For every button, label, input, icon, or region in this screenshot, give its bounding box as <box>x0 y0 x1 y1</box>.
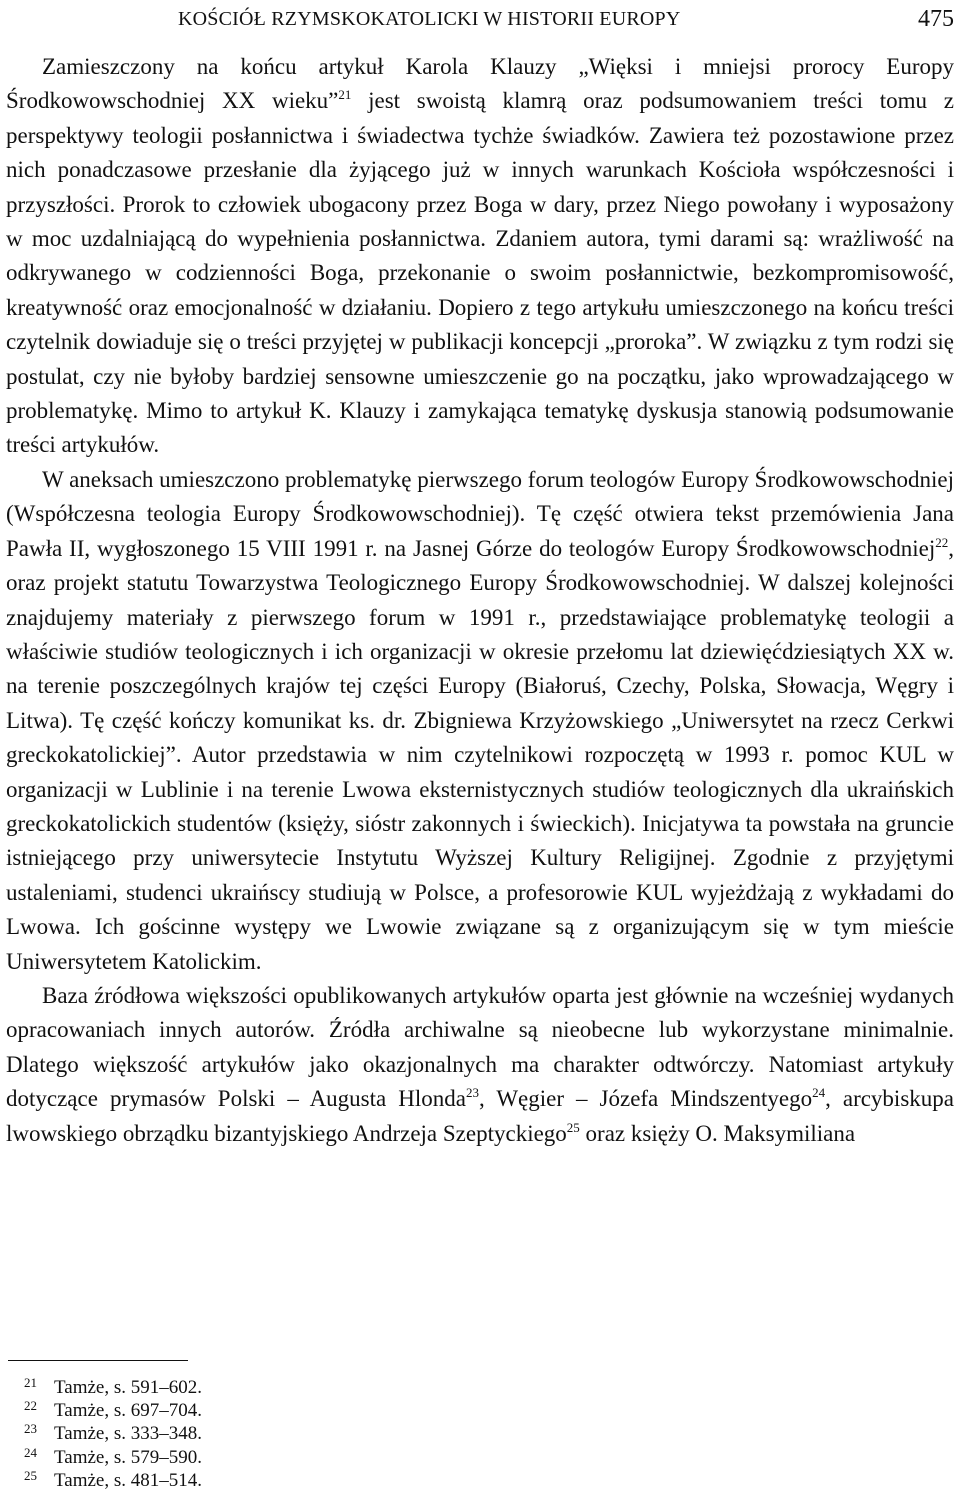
paragraph-text: oraz księży O. Maksymiliana <box>579 1120 856 1146</box>
paragraph-text: W aneksach umieszczono problematykę pierwszego forum teologów Europy Środkowowschodniej (Współczesna teologia Europy Środkowowschodniej). Tę część otwiera tekst przemówienia Jana Pawła II, wygłoszonego 15 VIII 1991 r. na Jasnej Górze do teologów Europy Środkowowschodniej <box>6 466 954 561</box>
footnotes <box>6 1376 954 1492</box>
footnote-text: Tamże, s. 697–704. <box>54 1400 203 1422</box>
footnote-23 <box>6 1422 954 1445</box>
paragraph-2 <box>6 463 954 979</box>
footnote-number: 21 <box>24 1375 37 1390</box>
paragraph-text: , oraz projekt statutu Towarzystwa Teologicznego Europy Środkowowschodniej. W dalszej kolejności znajdujemy materiały z pierwszego forum w 1991 r., przedstawiające problematykę teologii a właściwie studiów teologicznych i ich organizacji w okresie przełomu lat dziewięćdziesiątych XX w. na terenie poszczególnych krajów tej części Europy (Białoruś, Czechy, Polska, Słowacja, Węgry i Litwa). Tę część kończy komunikat ks. dr. Zbigniewa Krzyżowskiego „Uniwersytet na rzecz Cerkwi greckokatolickiej”. Autor przedstawia w nim czytelnikowi rozpoczętą w 1993 r. pomoc KUL w organizacji w Lublinie i na terenie Lwowa eksternistycznych studiów teologicznych dla ukraińskich greckokatolickich studentów (księży, sióstr zakonnych i świeckich). Inicjatywa ta powstała na gruncie istniejącego przy uniwersytecie Instytutu Wyższej Kultury Religijnej. Zgodnie z przyjętymi ustaleniami, studenci ukraińscy studiują w Polsce, a profesorowie KUL wyjeżdżają z wykładami do Lwowa. Ich gościnne występy we Lwowie związane są z organizującym się w tym mieście Uniwersytetem Katolickim. <box>6 535 954 974</box>
footnote-21 <box>6 1376 954 1399</box>
paragraph-text: , Węgier – Józefa Mindszentyego <box>478 1086 813 1112</box>
page-number: 475 <box>918 6 954 32</box>
footnote-text: Tamże, s. 333–348. <box>54 1423 203 1445</box>
running-header <box>6 2 954 36</box>
footnote-text: Tamże, s. 481–514. <box>54 1469 203 1491</box>
footnote-separator <box>8 1360 188 1361</box>
footnote-number: 25 <box>24 1467 37 1483</box>
footnote-number: 24 <box>24 1444 37 1460</box>
footnote-text: Tamże, s. 591–602. <box>54 1377 203 1398</box>
footnote-22 <box>6 1399 954 1422</box>
footnote-ref-21[interactable]: 21 <box>338 87 352 103</box>
running-title: KOŚCIÓŁ RZYMSKOKATOLICKI W HISTORII EUROPY <box>178 8 681 30</box>
footnote-25 <box>6 1469 954 1492</box>
paragraph-text: Zamieszczony na końcu artykuł Karola Klauzy „Więksi i mniejsi prorocy Europy Środkowowschodniej XX wieku” <box>6 54 954 114</box>
footnote-ref-22[interactable]: 22 <box>935 534 949 550</box>
paragraph-text: Baza źródłowa większości opublikowanych artykułów oparta jest głównie na wcześniej wydanych opracowaniach innych autorów. Źródła archiwalne są nieobecne lub wykorzystane minimalnie. Dlatego większość artykułów jako okazjonalnych ma charakter odtwórczy. Natomiast artykuły dotyczące prymasów Polski – Augusta Hlonda <box>6 982 954 1112</box>
body-text <box>6 50 954 1151</box>
footnote-ref-24[interactable]: 24 <box>812 1085 826 1101</box>
footnote-number: 23 <box>24 1421 37 1437</box>
footnote-number: 22 <box>24 1398 37 1414</box>
paragraph-3 <box>6 979 954 1151</box>
paragraph-text: jest swoistą klamrą oraz podsumowaniem treści tomu z perspektywy teologii posłannictwa i świadectwa tychże świadków. Zawiera też pozostawione przez nich ponadczasowe przesłanie dla żyjącego już w innych warunkach Kościoła współczesności i przyszłości. Prorok to człowiek ubogacony przez Boga w dary, przez Niego powołany i wyposażony w moc uzdalniającą do wypełnienia posłannictwa. Zdaniem autora, tymi darami są: wrażliwość na odkrywanego w codzienności Boga, przekonanie o swoim posłannictwie, bezkompromisowość, kreatywność oraz emocjonalność w działaniu. Dopiero z tego artykułu umieszczonego na końcu treści czytelnik dowiaduje się o treści przyjętej w publikacji koncepcji „proroka”. W związku z tym rodzi się postulat, czy nie byłoby bardziej sensowne umieszczenie go na początku, jako wprowadzającego w problematykę. Mimo to artykuł K. Klauzy i zamykająca tematykę dyskusja stanowią podsumowanie treści artykułów. <box>6 88 954 458</box>
footnote-ref-23[interactable]: 23 <box>465 1085 479 1101</box>
footnote-text: Tamże, s. 579–590. <box>54 1446 203 1468</box>
footnote-24 <box>6 1446 954 1469</box>
footnote-ref-25[interactable]: 25 <box>566 1119 580 1135</box>
paragraph-1 <box>6 50 954 463</box>
paragraph-text: , arcybiskupa lwowskiego obrządku bizantyjskiego Andrzeja Szeptyckiego <box>6 1086 954 1146</box>
